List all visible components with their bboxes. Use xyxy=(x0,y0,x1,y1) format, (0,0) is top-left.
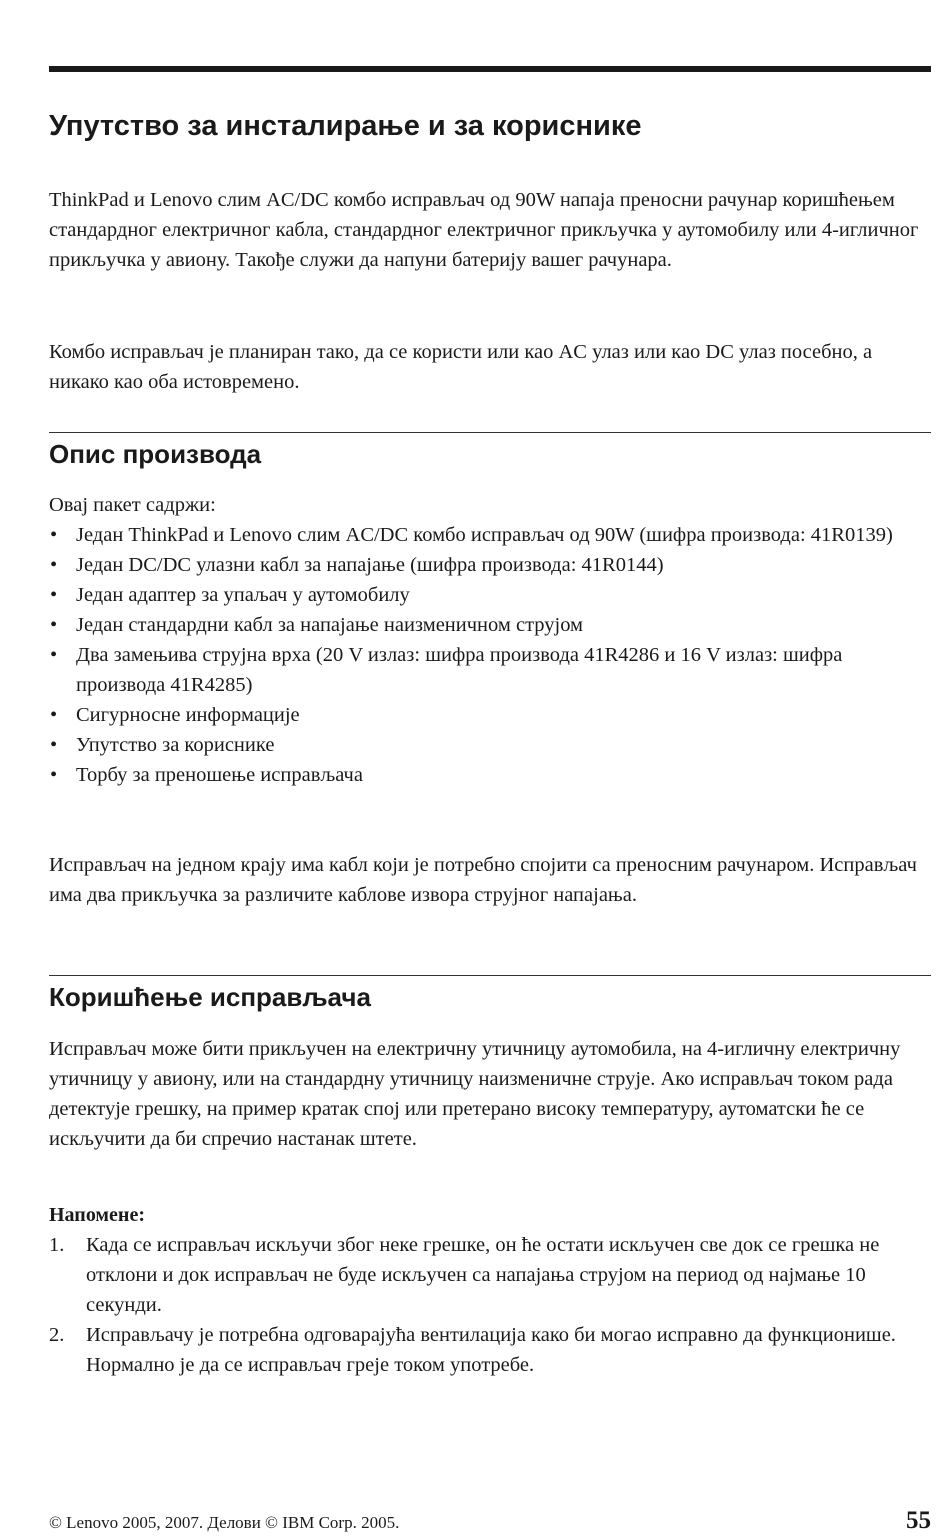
list-item-text: Један адаптер за упаљач у аутомобилу xyxy=(76,584,410,606)
list-item-text: Торбу за преношење исправљача xyxy=(76,764,363,786)
list-item-text: Један DC/DC улазни кабл за напајање (шифра производа: 41R0144) xyxy=(76,554,664,576)
product-closing-paragraph: Исправљач на једном крају има кабл који је потребно спојити са преносним рачунаром. Исправљач има два прикључка за различите каблове извора струјног напајања. xyxy=(49,854,917,906)
list-item-text: Два замењива струјна врха (20 V излаз: шифра производа 41R4286 и 16 V излаз: шифра производа 41R4285) xyxy=(76,644,843,696)
top-rule xyxy=(49,66,931,72)
bullet-symbol: • xyxy=(50,614,58,636)
note-text: Исправљачу је потребна одговарајућа вентилација како би могао исправно да функционише. Нормално је да се исправљач греје током употребе. xyxy=(86,1324,896,1376)
bullet-symbol: • xyxy=(50,584,58,606)
list-item xyxy=(49,700,931,730)
product-items-list xyxy=(49,520,931,790)
page-number: 55 xyxy=(906,1507,931,1534)
list-item xyxy=(49,760,931,790)
bullet-symbol: • xyxy=(50,734,58,756)
note-item xyxy=(49,1230,931,1320)
product-contents xyxy=(49,490,931,790)
list-item-text: Један стандардни кабл за напајање наизменичном струјом xyxy=(76,614,584,636)
page-title: Упутство за инсталирање и за кориснике xyxy=(49,110,642,142)
intro-paragraph-1: ThinkPad и Lenovo слим AC/DC комбо исправљач од 90W напаја преносни рачунар коришћењем стандардног електричног кабла, стандардног електричног прикључка у аутомобилу или 4-игличног прикључка у авиону. Такође служи да напуни батерију вашег рачунара. xyxy=(49,189,919,271)
note-item xyxy=(49,1320,931,1380)
bullet-symbol: • xyxy=(50,764,58,786)
heading-using-adapter: Коришћење исправљача xyxy=(49,982,371,1012)
list-item-text: Упутство за кориснике xyxy=(76,734,275,756)
section-rule-product xyxy=(49,432,931,433)
intro-paragraph-2: Комбо исправљач је планиран тако, да се користи или као AC улаз или као DC улаз посебно, а никако као оба истовремено. xyxy=(49,341,873,393)
list-item xyxy=(49,550,931,580)
page-footer xyxy=(49,1508,931,1538)
notes-label: Напомене: xyxy=(49,1204,145,1226)
list-item xyxy=(49,640,931,700)
notes-list xyxy=(49,1230,931,1380)
product-closing-section xyxy=(49,850,931,910)
note-text: Када се исправљач искључи због неке грешке, он ће остати искључен све док се грешка не отклони и док исправљач не буде искључен са напајања струјом на период од најмање 10 секунди. xyxy=(86,1234,880,1316)
list-item-text: Сигурносне информације xyxy=(76,704,300,726)
bullet-symbol: • xyxy=(50,704,58,726)
copyright-notice: © Lenovo 2005, 2007. Делови © IBM Corp. 2005. xyxy=(49,1513,400,1532)
list-item xyxy=(49,580,931,610)
intro-section-2 xyxy=(49,337,931,397)
list-item xyxy=(49,610,931,640)
product-lead: Овај пакет садржи: xyxy=(49,494,216,516)
list-item xyxy=(49,730,931,760)
note-number: 2. xyxy=(49,1324,65,1346)
usage-section xyxy=(49,1034,931,1154)
list-item xyxy=(49,520,931,550)
note-number: 1. xyxy=(49,1234,65,1256)
bullet-symbol: • xyxy=(50,524,58,546)
heading-product-description: Опис производа xyxy=(49,439,262,469)
list-item-text: Један ThinkPad и Lenovo слим AC/DC комбо исправљач од 90W (шифра производа: 41R0139) xyxy=(76,524,893,546)
notes-section xyxy=(49,1200,931,1380)
intro-section xyxy=(49,185,931,275)
usage-paragraph: Исправљач може бити прикључен на електричну утичницу аутомобила, на 4-игличну електричну утичницу у авиону, или на стандардну утичницу наизменичне струје. Ако исправљач током рада детектује грешку, на пример кратак спој или претерано високу температуру, аутоматски ће се искључити да би спречио настанак штете. xyxy=(49,1038,901,1150)
bullet-symbol: • xyxy=(50,644,58,666)
bullet-symbol: • xyxy=(50,554,58,576)
section-rule-usage xyxy=(49,975,931,976)
